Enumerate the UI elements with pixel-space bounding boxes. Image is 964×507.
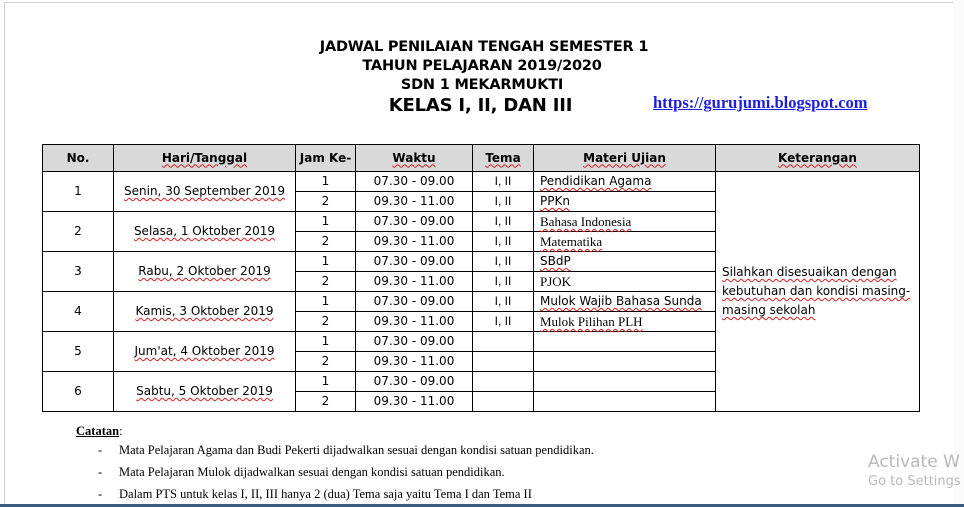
cell-tema: I, II [473, 252, 534, 272]
col-header-jam: Jam Ke- [296, 145, 356, 172]
cell-tema: I, II [473, 172, 534, 192]
cell-tema: I, II [473, 232, 534, 252]
cell-waktu: 07.30 - 09.00 [356, 172, 473, 192]
activation-watermark: Activate W Go to Settings [868, 452, 961, 489]
notes-list [76, 439, 594, 505]
cell-no: 4 [43, 292, 114, 332]
table-row [43, 172, 920, 192]
cell-waktu: 09.30 - 11.00 [356, 272, 473, 292]
cell-no: 3 [43, 252, 114, 292]
title-line-1: JADWAL PENILAIAN TENGAH SEMESTER 1 [319, 39, 649, 55]
cell-date: Jum'at, 4 Oktober 2019 [114, 332, 296, 372]
cell-tema: I, II [473, 292, 534, 312]
title-line-3: SDN 1 MEKARMUKTI [400, 77, 564, 93]
schedule-table [42, 144, 920, 412]
notes-section [76, 424, 594, 505]
col-header-tema: Tema [473, 145, 534, 172]
cell-no: 2 [43, 212, 114, 252]
cell-jam: 2 [296, 232, 356, 252]
cell-no: 1 [43, 172, 114, 212]
cell-no: 6 [43, 372, 114, 412]
cell-waktu: 07.30 - 09.00 [356, 252, 473, 272]
cell-waktu: 09.30 - 11.00 [356, 232, 473, 252]
notes-heading: Catatan: [76, 424, 123, 438]
cell-materi: PJOK [534, 272, 716, 292]
cell-tema: I, II [473, 312, 534, 332]
cell-jam: 1 [296, 292, 356, 312]
cell-materi: Pendidikan Agama [534, 172, 716, 192]
cell-materi [534, 372, 716, 392]
cell-date: Rabu, 2 Oktober 2019 [114, 252, 296, 292]
cell-waktu: 07.30 - 09.00 [356, 332, 473, 352]
cell-waktu: 07.30 - 09.00 [356, 372, 473, 392]
cell-jam: 2 [296, 392, 356, 412]
blog-link[interactable]: https://gurujumi.blogspot.com [653, 93, 868, 112]
cell-waktu: 09.30 - 11.00 [356, 352, 473, 372]
cell-materi: PPKn [534, 192, 716, 212]
cell-waktu: 09.30 - 11.00 [356, 392, 473, 412]
cell-materi [534, 392, 716, 412]
cell-materi [534, 352, 716, 372]
cell-tema: I, II [473, 212, 534, 232]
col-header-materi: Materi Ujian [534, 145, 716, 172]
cell-tema [473, 352, 534, 372]
title-line-4: KELAS I, II, DAN III [388, 95, 573, 116]
cell-waktu: 09.30 - 11.00 [356, 192, 473, 212]
cell-materi: Mulok Wajib Bahasa Sunda [534, 292, 716, 312]
cell-materi: Mulok Pilihan PLH [534, 312, 716, 332]
cell-materi [534, 332, 716, 352]
note-item: - Mata Pelajaran Mulok dijadwalkan sesuai dengan kondisi satuan pendidikan. [98, 465, 505, 479]
cell-tema [473, 332, 534, 352]
cell-jam: 1 [296, 372, 356, 392]
cell-jam: 2 [296, 192, 356, 212]
cell-jam: 2 [296, 312, 356, 332]
cell-jam: 1 [296, 252, 356, 272]
cell-jam: 1 [296, 212, 356, 232]
col-header-keterangan: Keterangan [716, 145, 920, 172]
cell-materi: Bahasa Indonesia [534, 212, 716, 232]
cell-waktu: 09.30 - 11.00 [356, 312, 473, 332]
cell-waktu: 07.30 - 09.00 [356, 292, 473, 312]
note-item: - Mata Pelajaran Agama dan Budi Pekerti dijadwalkan sesuai dengan kondisi satuan pendidikan. [98, 443, 594, 457]
cell-tema [473, 392, 534, 412]
cell-date: Senin, 30 September 2019 [114, 172, 296, 212]
cell-date: Kamis, 3 Oktober 2019 [114, 292, 296, 332]
cell-keterangan: Silahkan disesuaikan dengan kebutuhan dan kondisi masing-masing sekolah [716, 172, 920, 412]
note-item: - Dalam PTS untuk kelas I, II, III hanya 2 (dua) Tema saja yaitu Tema I dan Tema II [98, 487, 532, 501]
table-header-row [43, 145, 920, 172]
cell-no: 5 [43, 332, 114, 372]
cell-jam: 1 [296, 332, 356, 352]
cell-materi: SBdP [534, 252, 716, 272]
cell-tema [473, 372, 534, 392]
cell-date: Selasa, 1 Oktober 2019 [114, 212, 296, 252]
cell-jam: 1 [296, 172, 356, 192]
col-header-waktu: Waktu [356, 145, 473, 172]
col-header-no: No. [43, 145, 114, 172]
cell-date: Sabtu, 5 Oktober 2019 [114, 372, 296, 412]
title-line-2: TAHUN PELAJARAN 2019/2020 [362, 58, 602, 74]
cell-waktu: 07.30 - 09.00 [356, 212, 473, 232]
cell-tema: I, II [473, 272, 534, 292]
cell-materi: Matematika [534, 232, 716, 252]
col-header-date: Hari/Tanggal [114, 145, 296, 172]
cell-tema: I, II [473, 192, 534, 212]
cell-jam: 2 [296, 272, 356, 292]
cell-jam: 2 [296, 352, 356, 372]
